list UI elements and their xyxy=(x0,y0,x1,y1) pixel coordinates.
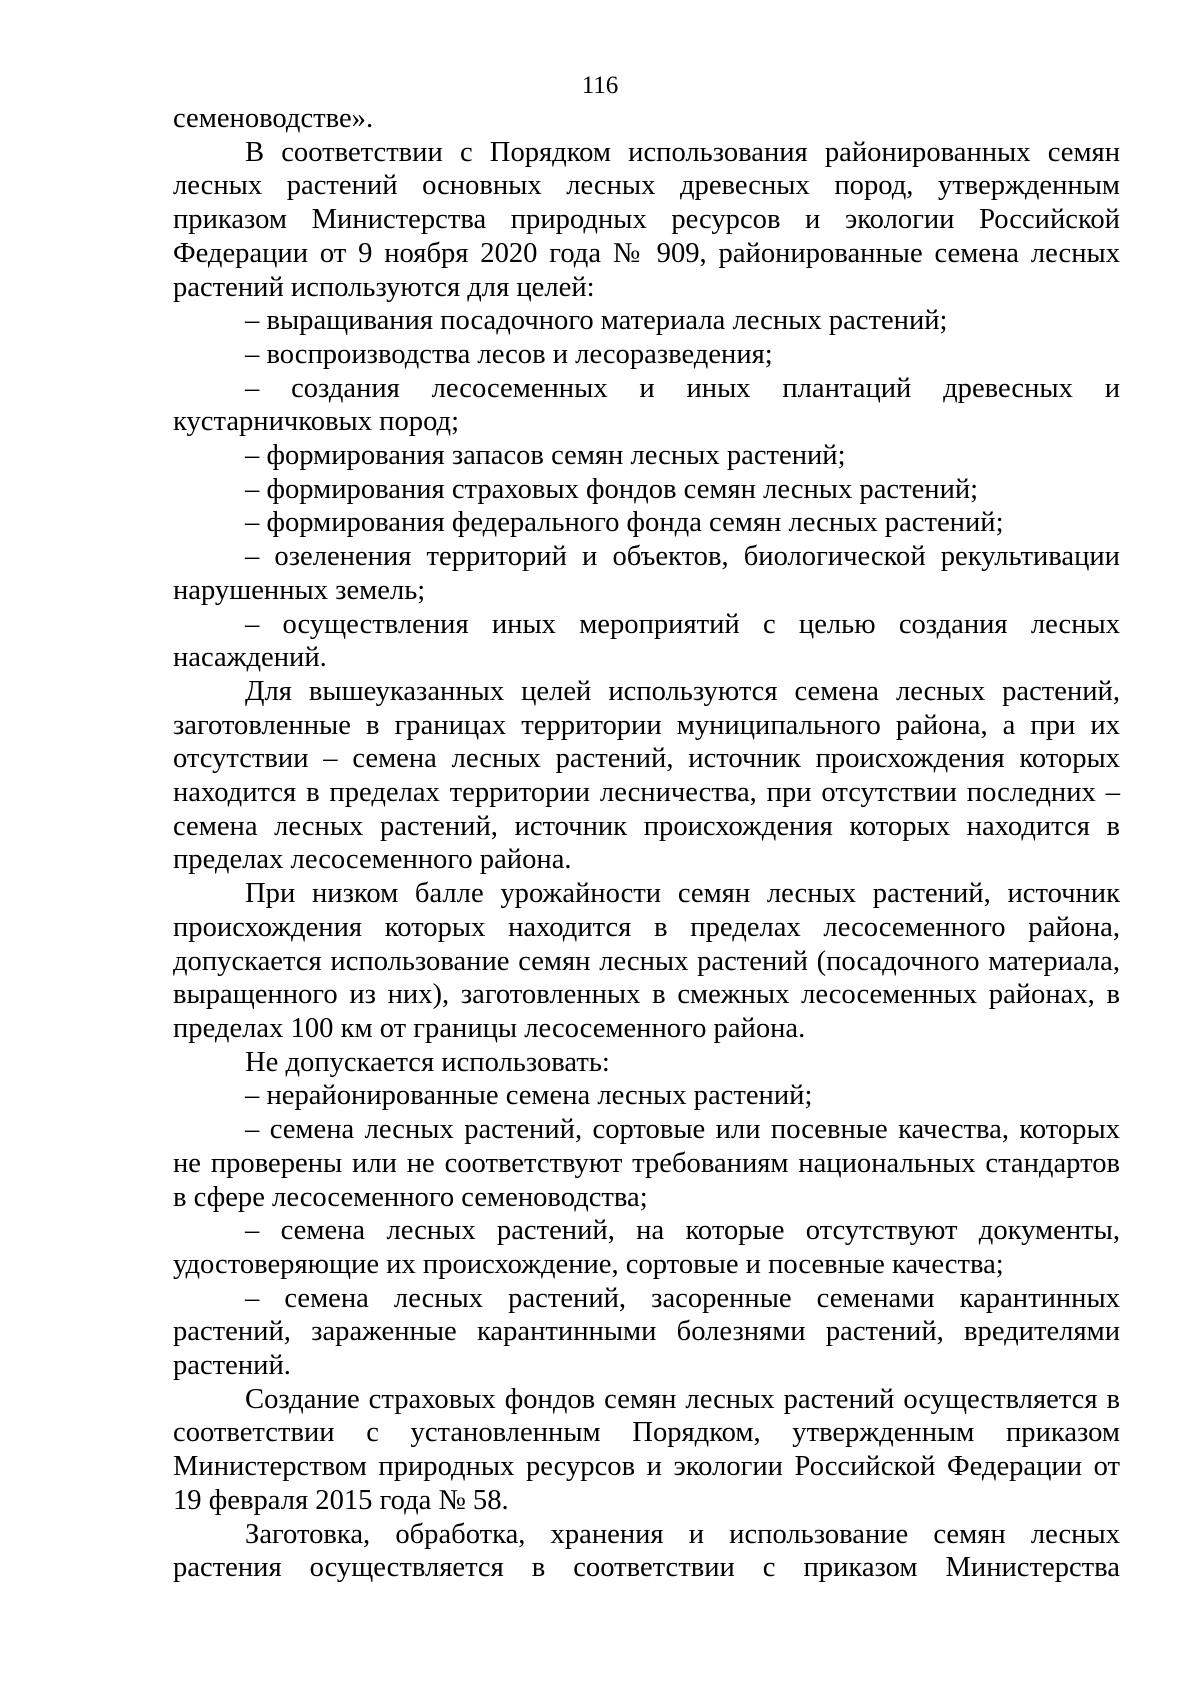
paragraph: – воспроизводства лесов и лесоразведения; xyxy=(245,338,773,370)
paragraph: – нерайонированные семена лесных растений; xyxy=(245,1080,813,1112)
paragraph: Заготовка, обработка, хранения и использование семян лесных растения осуществляется в соответствии с приказом Министерства xyxy=(173,1518,1120,1584)
paragraph: – семена лесных растений, на которые отсутствуют документы, удостоверяющие их происхождение, сортовые и посевные качества; xyxy=(173,1215,1120,1280)
paragraph: – озеленения территорий и объектов, биологической рекультивации нарушенных земель; xyxy=(173,541,1120,606)
paragraph: – осуществления иных мероприятий с целью создания лесных насаждений. xyxy=(173,608,1120,674)
paragraph: семеноводстве». xyxy=(173,103,374,134)
paragraph: – семена лесных растений, сортовые или посевные качества, которых не проверены или не соответствуют требованиям национальных стандартов в сфере лесосеменного семеноводства; xyxy=(173,1114,1120,1213)
page-number: 116 xyxy=(581,72,619,99)
paragraph: Создание страховых фондов семян лесных растений осуществляется в соответствии с установленным Порядком, утвержденным приказом Министерством природных ресурсов и экологии Российской Федерации от 19 февраля 2015 года № 58. xyxy=(173,1383,1120,1516)
paragraph: Не допускается использовать: xyxy=(245,1046,610,1078)
paragraph: – создания лесосеменных и иных плантаций древесных и кустарничковых пород; xyxy=(173,372,1120,438)
paragraph: – формирования запасов семян лесных растений; xyxy=(245,440,846,472)
paragraph: В соответствии с Порядком использования районированных семян лесных растений основных лесных древесных пород, утвержденным приказом Министерства природных ресурсов и экологии Российской Федерации от 9 ноября 2020 года № 909, районированные семена лесных растений используются для целей: xyxy=(173,136,1120,303)
document-body xyxy=(173,102,1120,1585)
paragraph: – формирования страховых фондов семян лесных растений; xyxy=(245,473,979,505)
paragraph: – формирования федерального фонда семян лесных растений; xyxy=(245,507,1004,539)
paragraph: При низком балле урожайности семян лесных растений, источник происхождения которых находится в пределах лесосеменного района, допускается использование семян лесных растений (посадочного материала, выращенного из них), заготовленных в смежных лесосеменных районах, в пределах 100 км от границы лесосеменного района. xyxy=(173,878,1120,1044)
paragraph: – выращивания посадочного материала лесных растений; xyxy=(245,305,948,337)
paragraph: – семена лесных растений, засоренные семенами карантинных растений, зараженные карантинными болезнями растений, вредителями растений. xyxy=(173,1282,1120,1382)
paragraph: Для вышеуказанных целей используются семена лесных растений, заготовленные в границах территории муниципального района, а при их отсутствии – семена лесных растений, источник происхождения которых находится в пределах территории лесничества, при отсутствии последних – семена лесных растений, источник происхождения которых находится в пределах лесосеменного района. xyxy=(173,675,1120,876)
